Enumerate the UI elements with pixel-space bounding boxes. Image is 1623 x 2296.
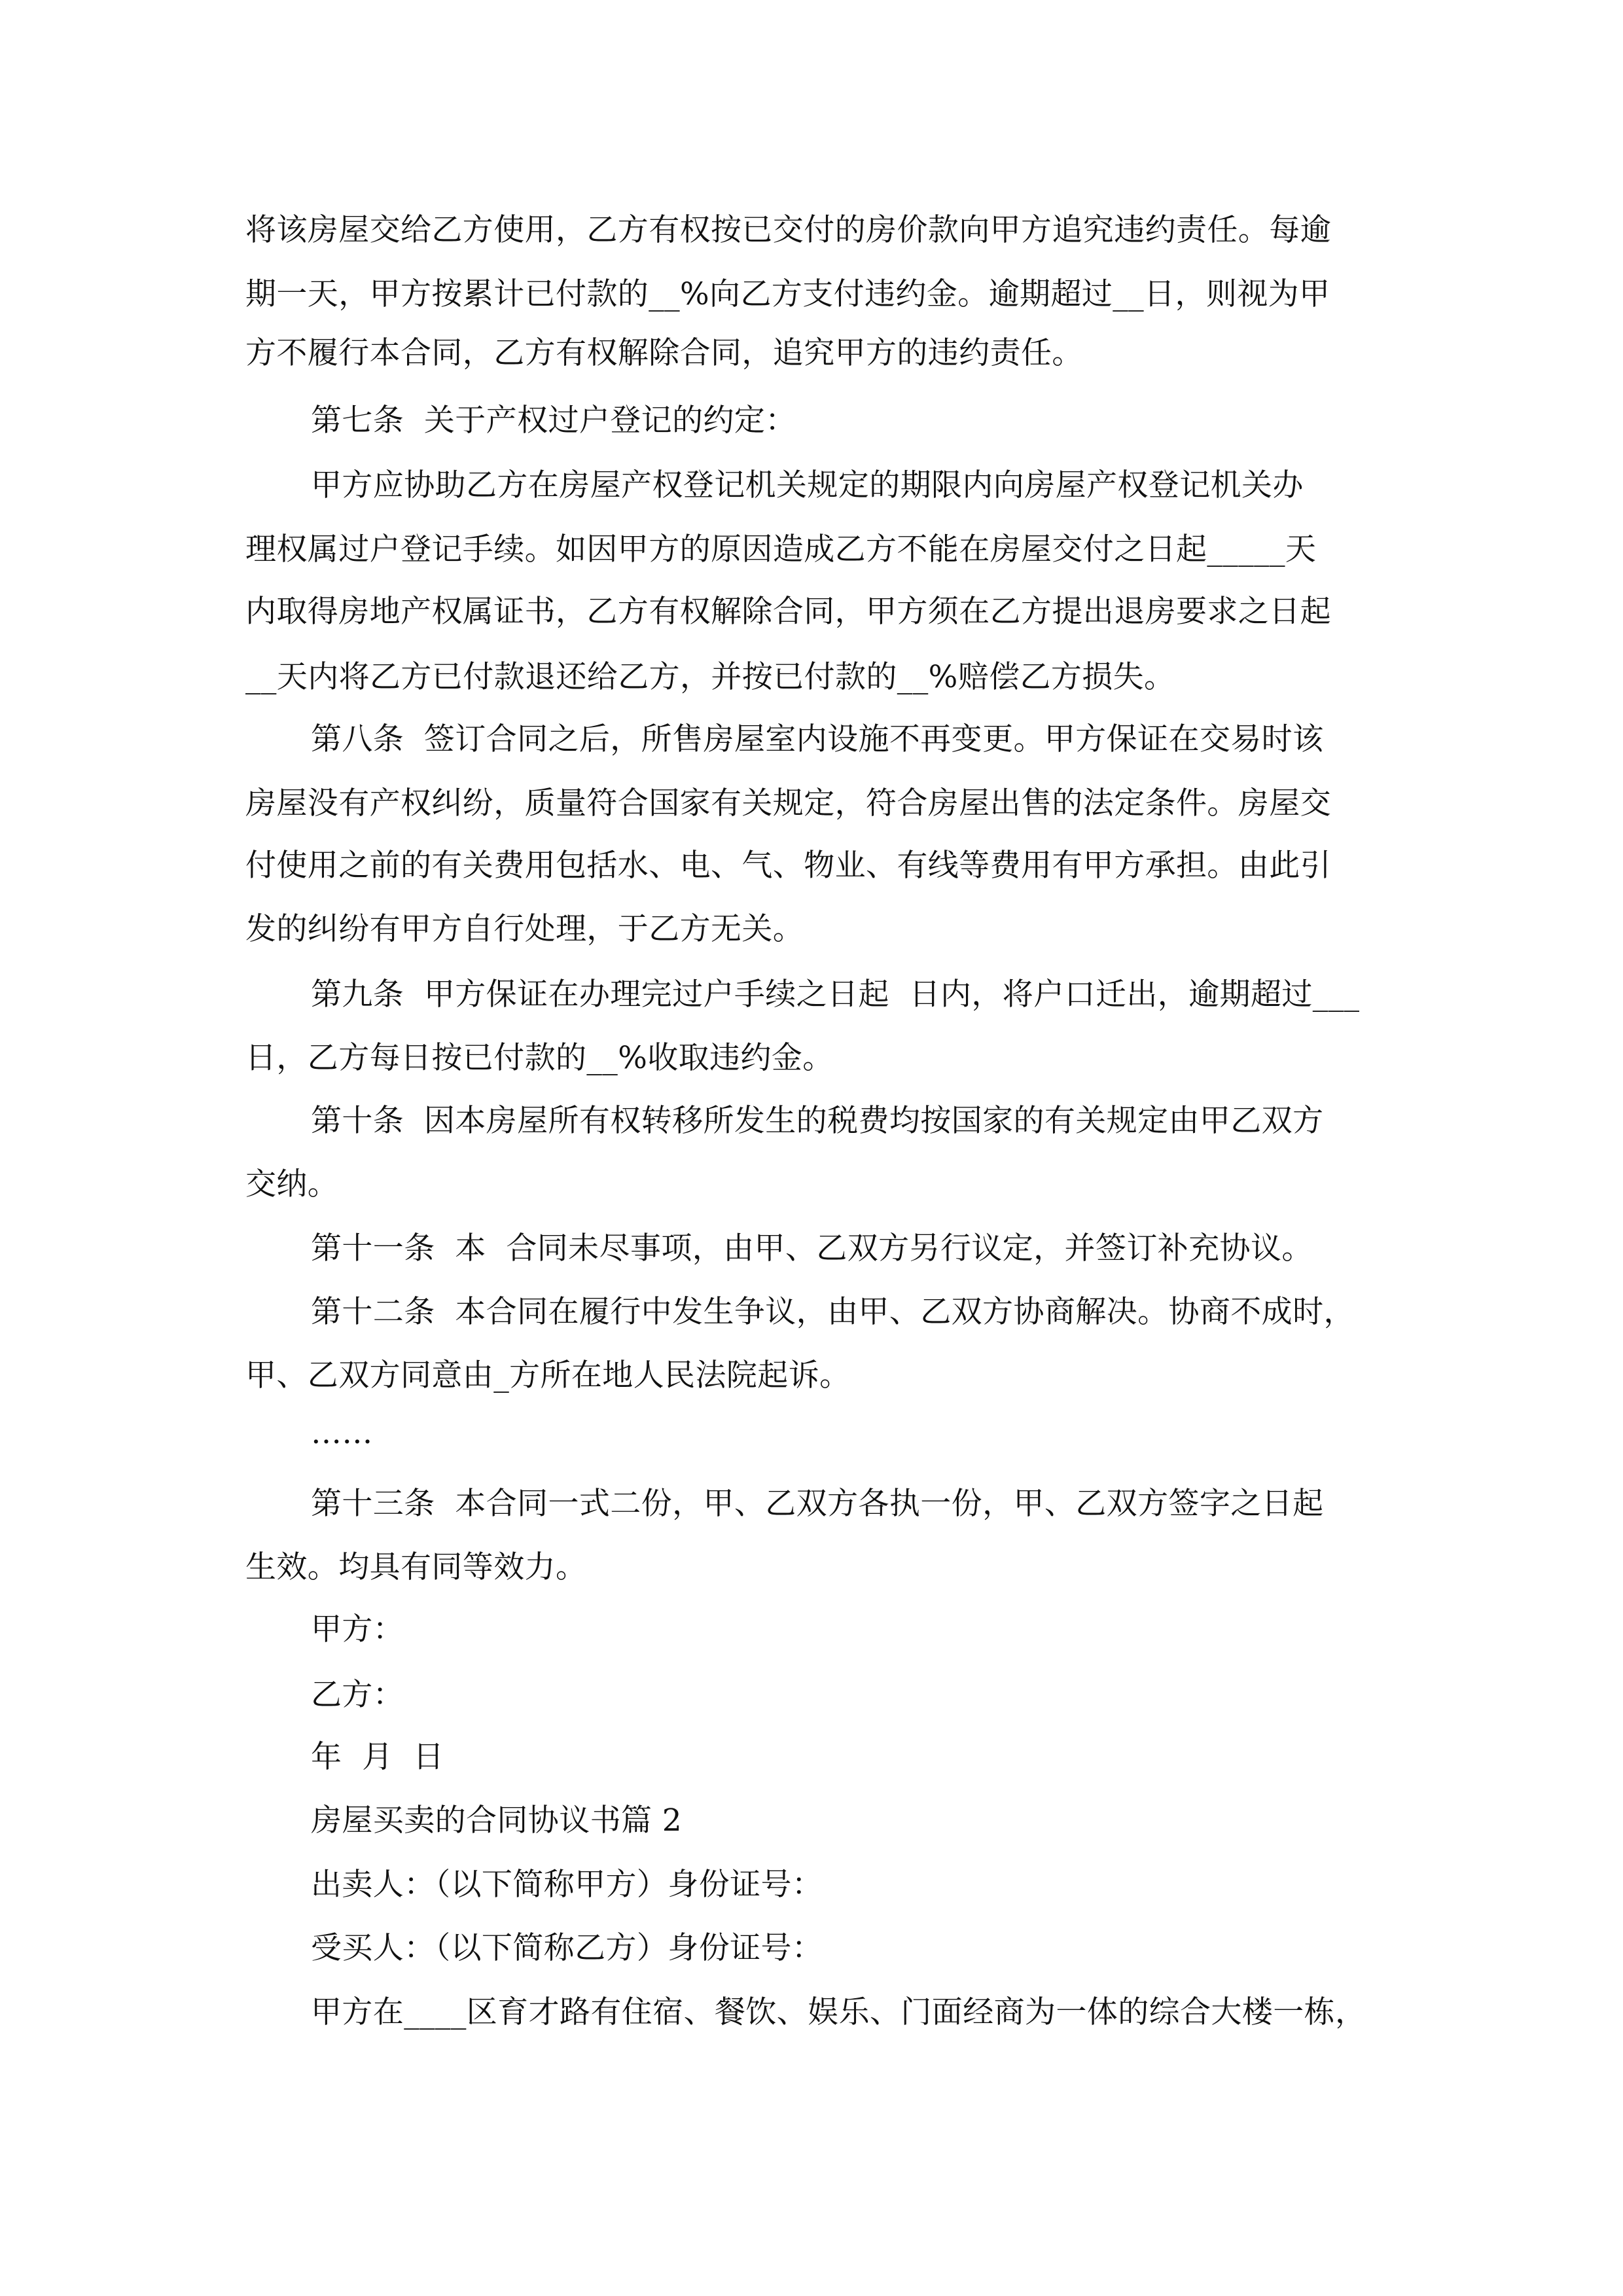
text-line: 内取得房地产权属证书，乙方有权解除合同，甲方须在乙方提出退房要求之日起: [245, 594, 1331, 630]
article-heading: 第七条 关于产权过户登记的约定：: [311, 403, 796, 439]
party-b-signature-label: 乙方：: [311, 1677, 404, 1713]
text-line: 付使用之前的有关费用包括水、电、气、物业、有线等费用有甲方承担。由此引: [245, 848, 1331, 884]
text-line: 生效。均具有同等效力。: [245, 1549, 587, 1585]
text-line: 甲方在____区育才路有住宿、餐饮、娱乐、门面经商为一体的综合大楼一栋，: [311, 1994, 1366, 2030]
text-line: 第九条 甲方保证在办理完过户手续之日起 日内，将户口迁出，逾期超过___: [311, 977, 1360, 1013]
text-line: 期一天，甲方按累计已付款的__%向乙方支付违约金。逾期超过__日，则视为甲: [245, 276, 1330, 312]
text-line: 理权属过户登记手续。如因甲方的原因造成乙方不能在房屋交付之日起_____天: [245, 531, 1317, 567]
section-title: 房屋买卖的合同协议书篇 2: [311, 1803, 683, 1839]
seller-line: 出卖人：（以下简称甲方）身份证号：: [311, 1867, 823, 1903]
buyer-line: 受买人：（以下简称乙方）身份证号：: [311, 1930, 823, 1966]
text-line: 第八条 签订合同之后，所售房屋室内设施不再变更。甲方保证在交易时该: [311, 721, 1324, 757]
text-line: 甲方应协助乙方在房屋产权登记机关规定的期限内向房屋产权登记机关办: [311, 467, 1304, 503]
text-line: 发的纠纷有甲方自行处理，于乙方无关。: [245, 911, 804, 947]
text-line: 甲、乙双方同意由_方所在地人民法院起诉。: [245, 1357, 851, 1393]
text-line: 方不履行本合同，乙方有权解除合同，追究甲方的违约责任。: [245, 335, 1083, 371]
text-line: 第十一条 本 合同未尽事项，由甲、乙双方另行议定，并签订补充协议。: [311, 1230, 1313, 1266]
ellipsis: ……: [311, 1415, 373, 1451]
text-line: 将该房屋交给乙方使用，乙方有权按已交付的房价款向甲方追究违约责任。每逾: [245, 212, 1331, 248]
text-line: 房屋没有产权纠纷，质量符合国家有关规定，符合房屋出售的法定条件。房屋交: [245, 785, 1331, 821]
text-line: 第十条 因本房屋所有权转移所发生的税费均按国家的有关规定由甲乙双方: [311, 1103, 1324, 1139]
text-line: 第十二条 本合同在履行中发生争议，由甲、乙双方协商解决。协商不成时，: [311, 1294, 1355, 1330]
text-line: __天内将乙方已付款退还给乙方，并按已付款的__%赔偿乙方损失。: [245, 659, 1175, 695]
text-line: 日，乙方每日按已付款的__%收取违约金。: [245, 1040, 834, 1076]
text-line: 交纳。: [245, 1166, 339, 1202]
date-label: 年 月 日: [311, 1739, 444, 1775]
party-a-signature-label: 甲方：: [311, 1611, 404, 1647]
text-line: 第十三条 本合同一式二份，甲、乙双方各执一份，甲、乙双方签字之日起: [311, 1486, 1324, 1522]
